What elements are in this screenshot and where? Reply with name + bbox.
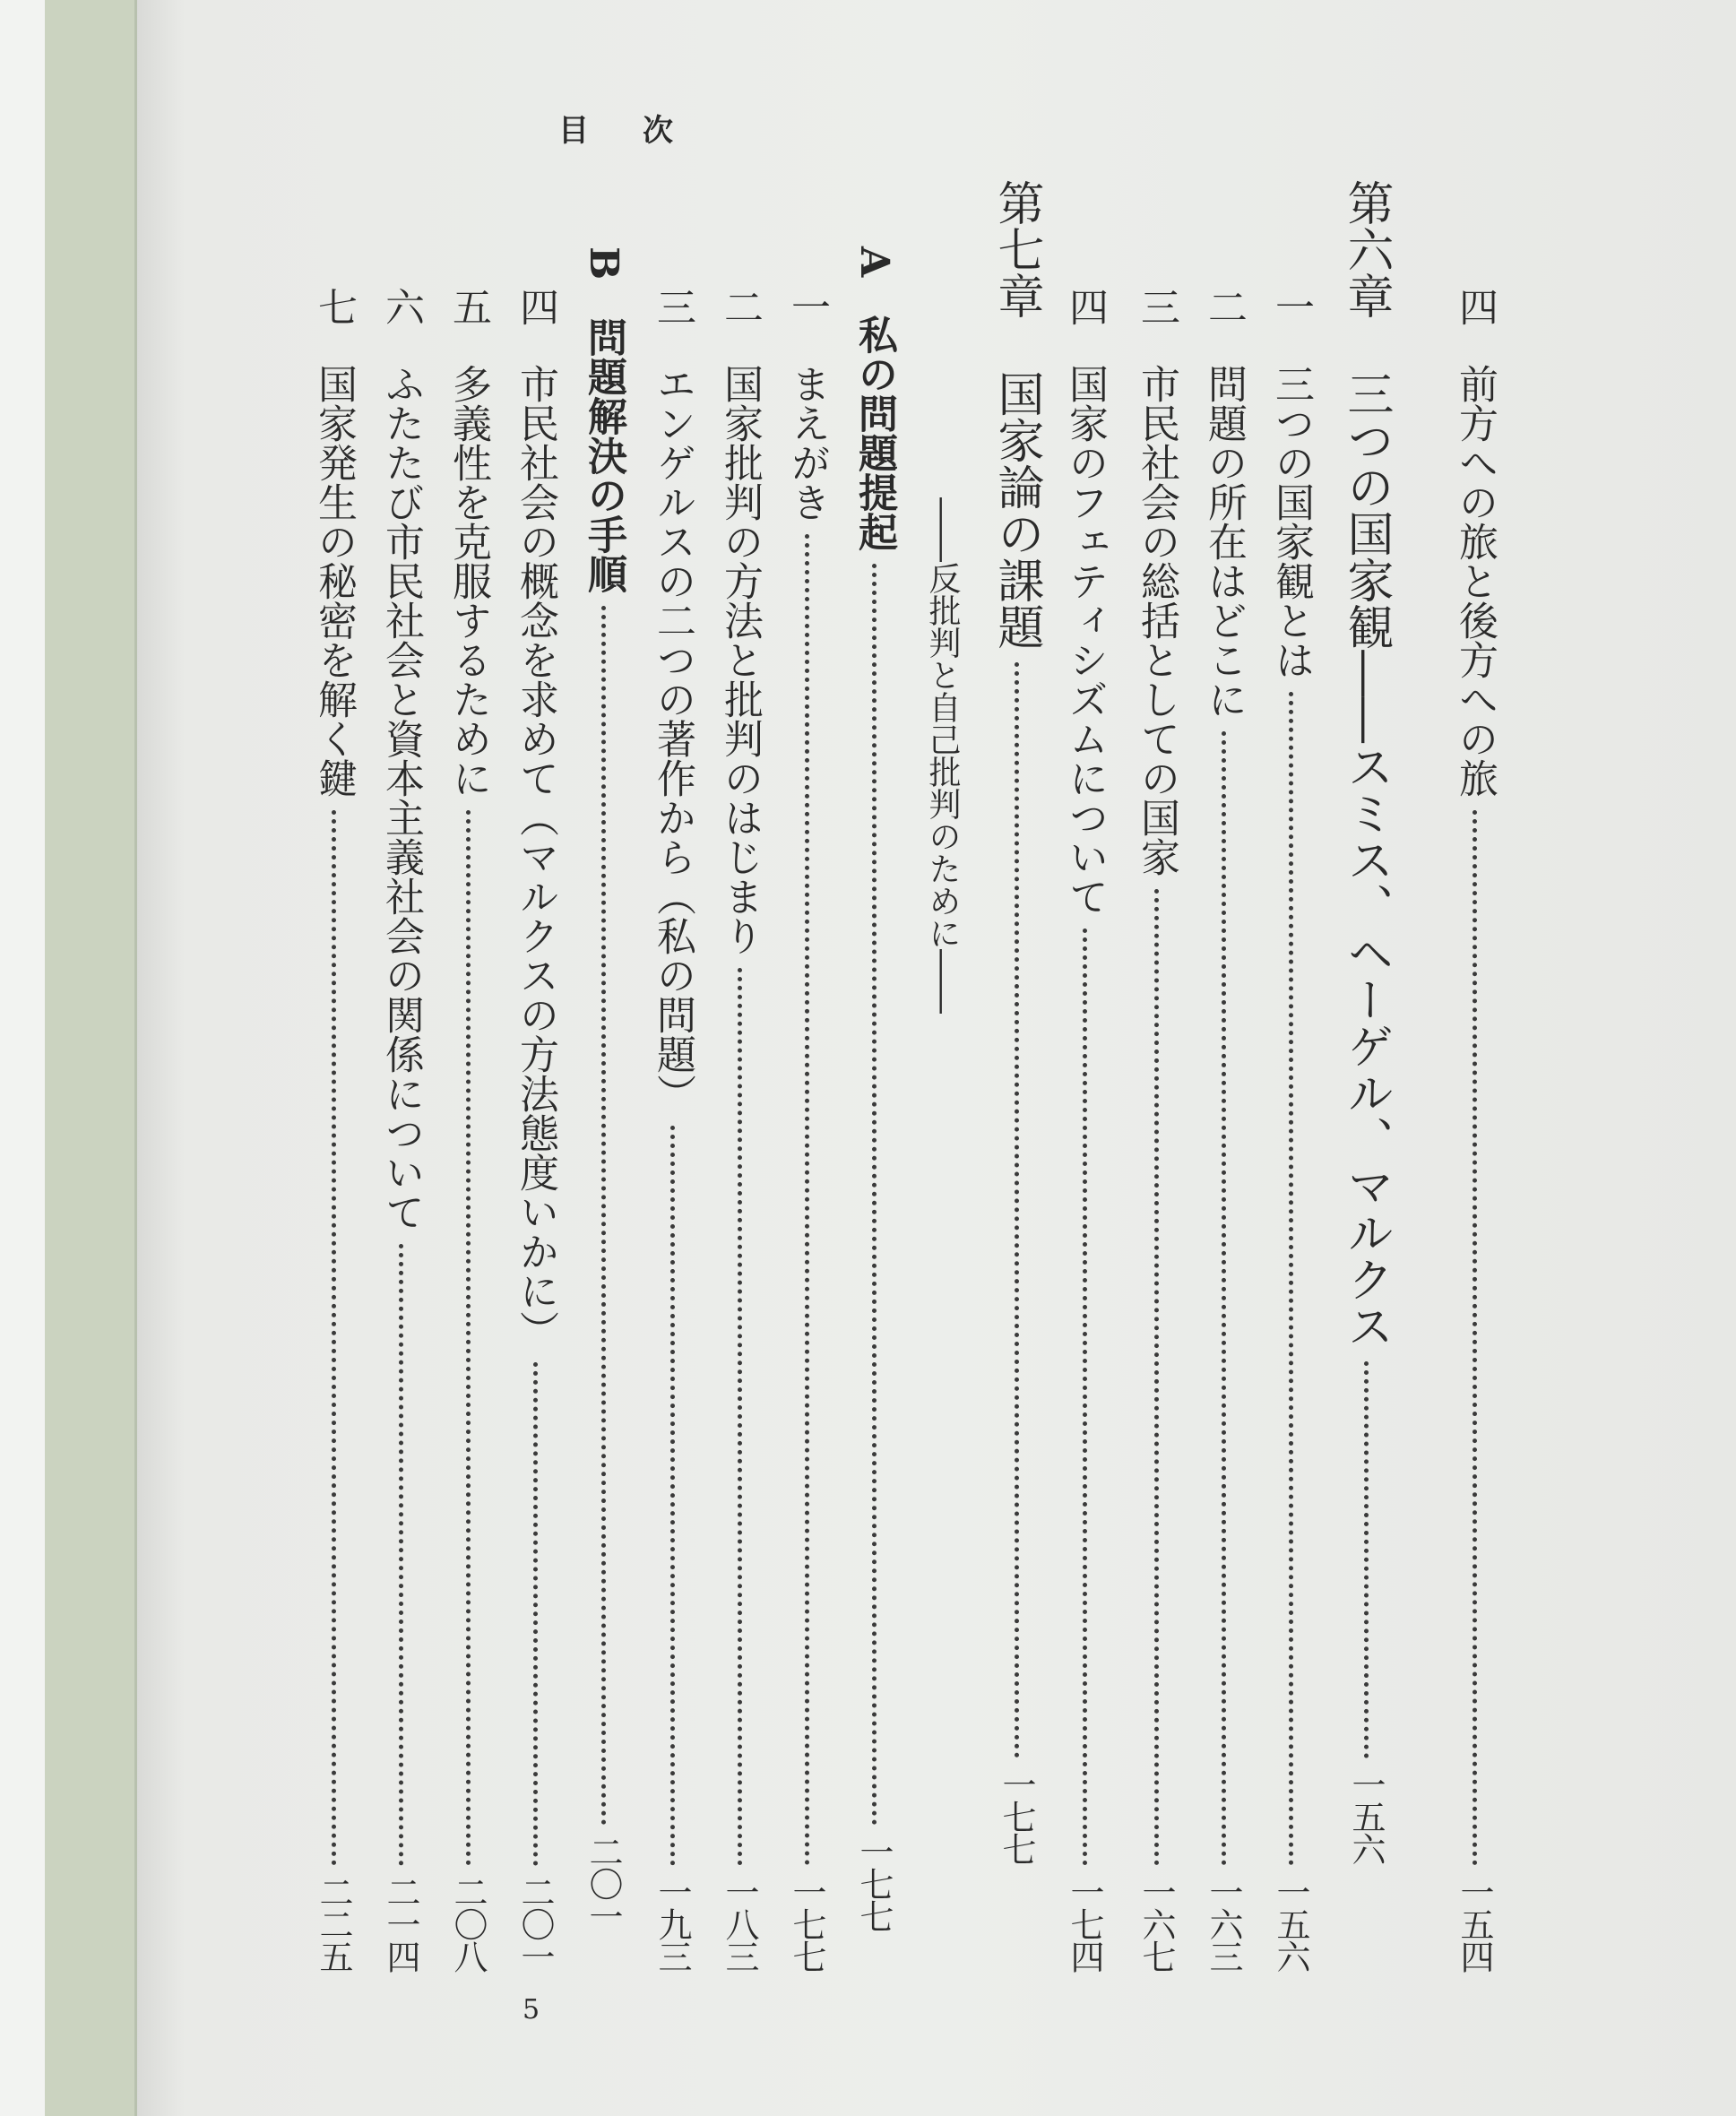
page-header: 目次: [558, 113, 727, 149]
chapter-title: [989, 179, 1043, 651]
section-title: 私の問題提起: [851, 315, 897, 552]
entry-title: 多義性を克服するために: [445, 364, 491, 798]
dot-leader: [1083, 928, 1087, 1866]
chapter-subtitle: ――反批判と自己批判のために――: [924, 497, 961, 1014]
entry-page: 二〇一: [515, 1875, 555, 1972]
toc-entry: [445, 287, 491, 1972]
entry-title: 国家批判の方法と批判のはじまり: [717, 364, 763, 955]
entry-title: ふたたび市民社会と資本主義社会の関係について: [378, 364, 424, 1231]
entry-title: エンゲルスの二つの著作から（私の問題）: [650, 364, 695, 1113]
entry-title: 三つの国家観とは: [1268, 364, 1314, 679]
dot-leader: [738, 968, 742, 1866]
toc-entry: [311, 287, 357, 1972]
entry-page: 二一四: [381, 1875, 420, 1972]
toc-entry: [378, 287, 424, 1972]
toc-entry: [1062, 287, 1108, 1972]
entry-number: 五: [445, 287, 491, 326]
entry-page: 一五六: [1271, 1875, 1310, 1972]
toc-chapter: [989, 179, 1043, 1864]
book-page: [137, 0, 1736, 2116]
entry-number: 四: [1062, 287, 1108, 326]
toc-chapter: [1339, 179, 1393, 1864]
dot-leader: [1473, 810, 1477, 1866]
entry-page: 一五六: [1346, 1767, 1386, 1864]
entry-page: 一八三: [720, 1875, 759, 1972]
entry-title: 国家発生の秘密を解く鍵: [311, 364, 357, 798]
entry-page: 一七七: [997, 1767, 1036, 1864]
toc-section: [581, 246, 626, 1931]
chapter-name: 国家論の課題: [989, 370, 1043, 651]
dot-leader: [466, 810, 471, 1866]
entry-number: 三: [650, 287, 695, 326]
entry-number: 一: [784, 287, 830, 326]
entry-page: 一五四: [1455, 1875, 1494, 1972]
dot-leader: [399, 1244, 403, 1866]
entry-number: 七: [311, 287, 357, 326]
entry-title: 市民社会の概念を求めて（マルクスの方法態度いかに）: [513, 364, 558, 1350]
dot-leader: [533, 1362, 538, 1866]
toc-entry: [1268, 287, 1314, 1972]
section-title: 問題解決の手順: [581, 317, 626, 594]
chapter-title: [1339, 179, 1393, 1350]
entry-title: 問題の所在はどこに: [1201, 364, 1247, 719]
toc-entry: [1452, 287, 1498, 1972]
dot-leader: [805, 534, 809, 1866]
entry-number: 一: [1268, 287, 1314, 326]
background-strip: [0, 0, 45, 2116]
dot-leader: [872, 564, 877, 1826]
toc-section: [851, 246, 897, 1931]
toc-entry: [513, 287, 558, 1972]
entry-page: 一六三: [1204, 1875, 1243, 1972]
book-cover-edge: [45, 0, 137, 2116]
chapter-name: 三つの国家観――スミス、ヘーゲル、マルクス: [1339, 370, 1393, 1350]
entry-page: 一九三: [652, 1875, 692, 1972]
dot-leader: [1222, 731, 1226, 1866]
toc-entry: [1134, 287, 1179, 1972]
toc-entry: [650, 287, 695, 1972]
entry-number: 二: [717, 287, 763, 326]
dot-leader: [1154, 889, 1159, 1866]
chapter-number: 第七章: [989, 179, 1043, 319]
entry-title: 市民社会の総括としての国家: [1134, 364, 1179, 877]
entry-number: 六: [378, 287, 424, 326]
dot-leader: [670, 1126, 675, 1866]
entry-title: 前方への旅と後方への旅: [1452, 364, 1498, 798]
entry-title: 国家のフェティシズムについて: [1062, 364, 1108, 916]
section-letter: B: [581, 246, 626, 281]
dot-leader: [1364, 1361, 1369, 1758]
page-number: 5: [523, 1994, 540, 2025]
entry-page: 一七七: [787, 1875, 826, 1972]
dot-leader: [601, 606, 606, 1826]
entry-title: まえがき: [784, 364, 830, 522]
entry-page: 二〇八: [448, 1875, 488, 1972]
chapter-number: 第六章: [1339, 179, 1393, 319]
dot-leader: [332, 810, 336, 1866]
entry-number: 二: [1201, 287, 1247, 326]
toc-entry: [784, 287, 830, 1972]
entry-page: 二二五: [314, 1875, 353, 1972]
entry-number: 三: [1134, 287, 1179, 326]
dot-leader: [1015, 662, 1019, 1758]
toc-entry: [717, 287, 763, 1972]
entry-page: 一六七: [1136, 1875, 1176, 1972]
entry-page: 一七七: [854, 1835, 894, 1931]
toc-entry: [1201, 287, 1247, 1972]
dot-leader: [1289, 692, 1293, 1866]
entry-number: 四: [1452, 287, 1498, 326]
entry-page: 二〇一: [583, 1835, 623, 1931]
entry-page: 一七四: [1065, 1875, 1104, 1972]
entry-number: 四: [513, 287, 558, 326]
section-letter: A: [851, 246, 897, 278]
